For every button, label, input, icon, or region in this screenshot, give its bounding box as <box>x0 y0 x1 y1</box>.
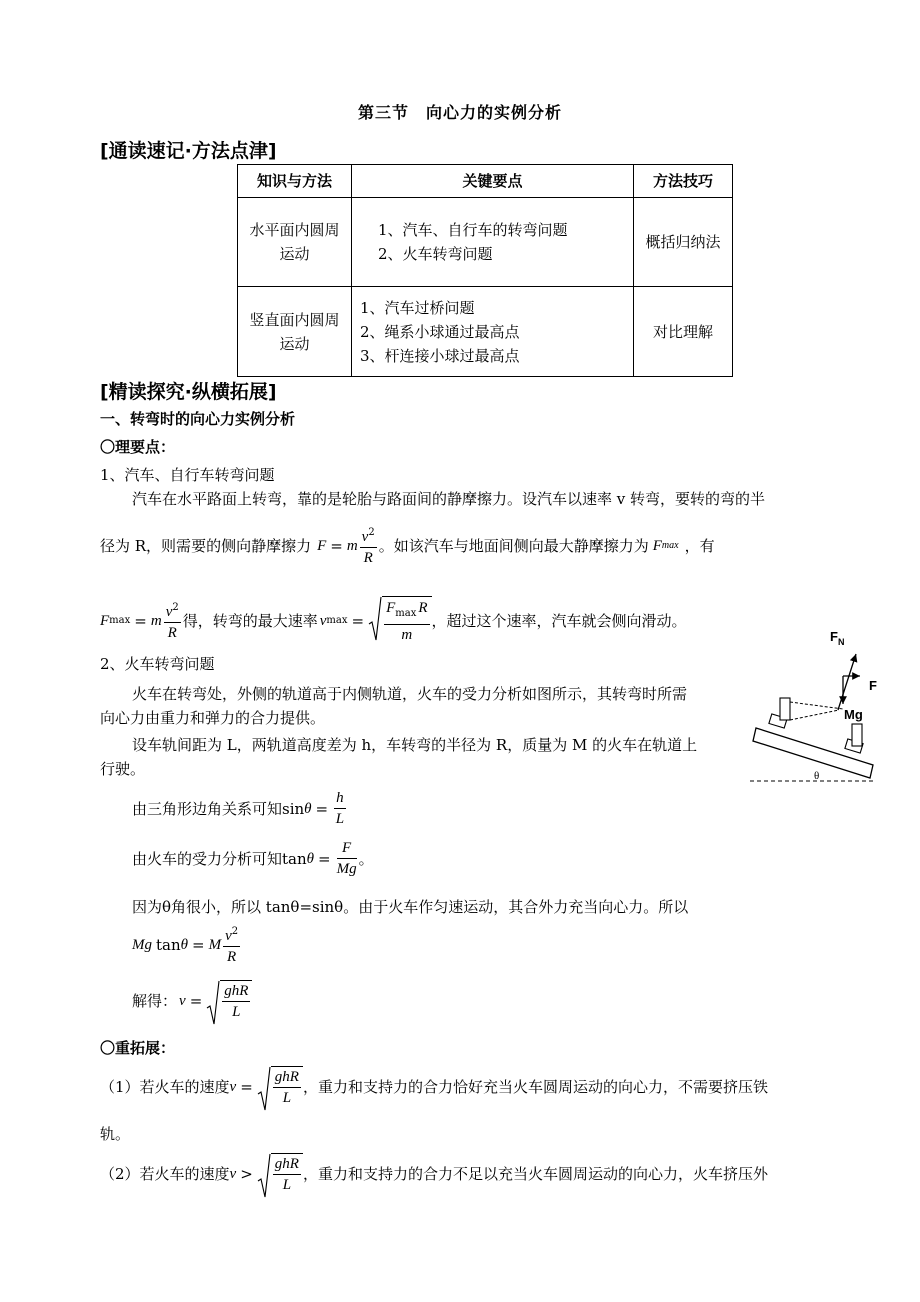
math-symbol: ghR <box>273 1067 301 1088</box>
extension-item-1 <box>100 1066 768 1108</box>
math-symbol: F <box>652 537 662 554</box>
math-function: tan <box>156 935 181 954</box>
math-subscript: max <box>109 614 131 626</box>
table-cell-topic: 竖直面内圆周运动 <box>238 287 352 377</box>
text-span: 由火车的受力分析可知 <box>132 849 283 868</box>
table-cell-points <box>352 198 634 287</box>
math-function: sin <box>282 799 305 818</box>
math-symbol: m <box>150 612 162 629</box>
section-heading-explore: [精读探究·纵横拓展] <box>100 381 277 403</box>
math-exponent: 2 <box>172 602 179 613</box>
table-cell-points <box>352 287 634 377</box>
math-symbol: h <box>334 788 346 809</box>
text-span: 得，转弯的最大速率 <box>182 611 318 630</box>
paragraph: 汽车在水平路面上转弯，靠的是轮胎与路面间的静摩擦力。设汽车以速率 v 转弯，要转的弯的半 <box>132 490 766 508</box>
math-function: tan <box>282 849 307 868</box>
table-cell-method: 概括归纳法 <box>634 198 733 287</box>
math-symbol: θ <box>304 800 312 817</box>
knowledge-table <box>237 164 733 377</box>
dashed-line <box>790 702 843 709</box>
math-symbol: v <box>165 604 173 620</box>
formula-sin <box>132 788 348 829</box>
page-title: 第三节 向心力的实例分析 <box>357 103 562 122</box>
point-item: 1、汽车过桥问题 <box>360 298 475 317</box>
math-symbol: v <box>225 928 232 944</box>
item-heading: 2、火车转弯问题 <box>100 655 215 673</box>
right-wheel <box>852 724 862 746</box>
math-symbol: R <box>167 625 177 641</box>
text-span: ，重力和支持力的合力恰好充当火车圆周运动的向心力，不需要挤压铁 <box>302 1078 768 1096</box>
math-subscript: max <box>395 608 417 619</box>
math-subscript: max <box>661 539 679 551</box>
table-header-row <box>238 165 733 198</box>
math-symbol: m <box>401 627 413 643</box>
point-item: 2、火车转弯问题 <box>378 245 493 263</box>
paragraph: 设车轨间距为 L，两轨道高度差为 h，车转弯的半径为 R，质量为 M 的火车在轨道上 <box>132 736 698 754</box>
text-span: 。如该汽车与地面间侧向最大静摩擦力为 <box>378 536 649 555</box>
paragraph-formula-line <box>100 596 687 645</box>
math-operator: = <box>192 935 205 954</box>
paragraph: 轨。 <box>100 1125 131 1143</box>
table-header-cell: 知识与方法 <box>238 165 352 198</box>
math-symbol: v <box>229 1079 237 1095</box>
math-symbol: ghR <box>222 981 250 1002</box>
formula-tan <box>132 838 374 879</box>
math-subscript: max <box>326 614 348 626</box>
math-exponent: 2 <box>231 926 239 937</box>
formula-centripetal <box>132 922 242 967</box>
math-symbol: R <box>418 600 428 616</box>
label-mg: Mg <box>844 707 863 722</box>
left-wheel <box>780 698 790 720</box>
text-span: （1）若火车的速度 <box>100 1078 230 1096</box>
point-item: 3、杆连接小球过最高点 <box>360 346 520 365</box>
math-symbol: F <box>100 612 110 629</box>
math-symbol: v <box>319 612 327 629</box>
square-root <box>206 980 252 1022</box>
text-span: （2）若火车的速度 <box>100 1165 230 1183</box>
train-force-diagram <box>748 628 878 790</box>
square-root <box>368 596 431 645</box>
math-exponent: 2 <box>368 527 375 538</box>
text-span: 解得： <box>132 992 178 1010</box>
math-symbol: v <box>361 529 369 545</box>
fraction <box>337 838 357 879</box>
paragraph: 因为θ角很小，所以 tanθ=sinθ。由于火车作匀速运动，其合外力充当向心力。所以 <box>132 898 689 916</box>
key-points-heading: 〇理要点： <box>100 438 176 456</box>
label-fn: $F_N$ <box>830 629 845 647</box>
math-symbol: L <box>335 811 345 827</box>
math-symbol: m <box>346 537 358 554</box>
extension-item-2 <box>100 1153 768 1195</box>
table-cell-method: 对比理解 <box>634 287 733 377</box>
math-symbol: F <box>317 537 327 554</box>
extension-heading: 〇重拓展： <box>100 1039 176 1057</box>
point-item: 2、绳系小球通过最高点 <box>360 322 520 341</box>
normal-force-arrow <box>838 654 856 710</box>
item-heading: 1、汽车、自行车转弯问题 <box>100 466 275 484</box>
square-root <box>257 1153 303 1195</box>
label-theta: θ <box>814 770 820 782</box>
math-symbol: Mg <box>336 861 357 877</box>
math-operator: = <box>189 992 203 1010</box>
paragraph-formula-line <box>100 523 715 568</box>
table-row <box>238 287 733 377</box>
math-operator: = <box>315 799 329 818</box>
fraction <box>164 598 181 643</box>
math-symbol: F <box>337 838 357 859</box>
fraction <box>334 788 346 829</box>
math-operator: = <box>351 611 365 630</box>
math-symbol: F <box>386 600 396 616</box>
part-heading: 一、转弯时的向心力实例分析 <box>100 410 296 428</box>
text-span: ，重力和支持力的合力不足以充当火车圆周运动的向心力，火车挤压外 <box>302 1165 768 1183</box>
math-operator: = <box>134 611 147 630</box>
math-symbol: θ <box>306 850 315 867</box>
section-heading-overview: [通读速记·方法点津] <box>100 140 277 162</box>
fraction <box>360 523 377 568</box>
text-span: ，有 <box>684 536 715 555</box>
table-cell-topic: 水平面内圆周运动 <box>238 198 352 287</box>
table-row <box>238 198 733 287</box>
math-symbol: Mg <box>132 936 152 953</box>
text-span: 径为 R，则需要的侧向静摩擦力 <box>100 536 312 555</box>
dashed-line <box>790 710 839 720</box>
math-symbol: v <box>179 993 186 1009</box>
square-root <box>257 1066 303 1108</box>
paragraph: 向心力由重力和弹力的合力提供。 <box>100 709 326 727</box>
label-f: F <box>869 678 877 693</box>
math-operator: > <box>240 1165 253 1183</box>
math-symbol: R <box>363 550 373 566</box>
math-symbol: ghR <box>273 1154 301 1175</box>
math-operator: = <box>330 536 343 555</box>
text-span: 由三角形边角关系可知 <box>132 799 283 818</box>
math-symbol: L <box>282 1177 292 1193</box>
math-symbol: L <box>282 1090 292 1106</box>
table-header-cell: 方法技巧 <box>634 165 733 198</box>
math-symbol: L <box>232 1004 241 1020</box>
math-operator: = <box>318 849 331 868</box>
paragraph: 行驶。 <box>100 760 146 778</box>
text-span: 。 <box>358 849 374 868</box>
table-header-cell: 关键要点 <box>352 165 634 198</box>
point-item: 1、汽车、自行车的转弯问题 <box>378 221 568 239</box>
math-operator: = <box>240 1078 253 1096</box>
math-symbol: v <box>229 1166 237 1182</box>
formula-solution <box>132 980 252 1022</box>
math-symbol: R <box>227 949 237 965</box>
text-span: ，超过这个速率，汽车就会侧向滑动。 <box>431 611 687 630</box>
math-symbol: θ <box>180 936 189 953</box>
paragraph: 火车在转弯处，外侧的轨道高于内侧轨道，火车的受力分析如图所示，其转弯时所需 <box>132 685 688 703</box>
fraction <box>223 922 240 967</box>
math-symbol: M <box>208 936 222 953</box>
